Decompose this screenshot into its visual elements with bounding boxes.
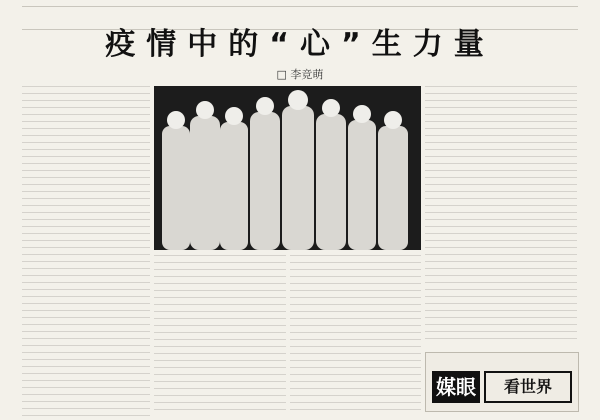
masthead-logo-left: 媒眼 <box>432 371 480 403</box>
byline: □ 李竞萌 <box>276 68 324 81</box>
article-column-2 <box>154 255 286 416</box>
masthead-logo-right: 看世界 <box>484 371 572 403</box>
group-photo <box>154 86 421 250</box>
headline: 疫情中的“心”生力量 <box>105 27 495 62</box>
article-column-1 <box>22 86 150 416</box>
masthead-box <box>425 352 579 412</box>
article-column-4 <box>425 86 577 344</box>
article-column-3 <box>290 255 421 416</box>
group-photo-figures <box>154 86 421 250</box>
